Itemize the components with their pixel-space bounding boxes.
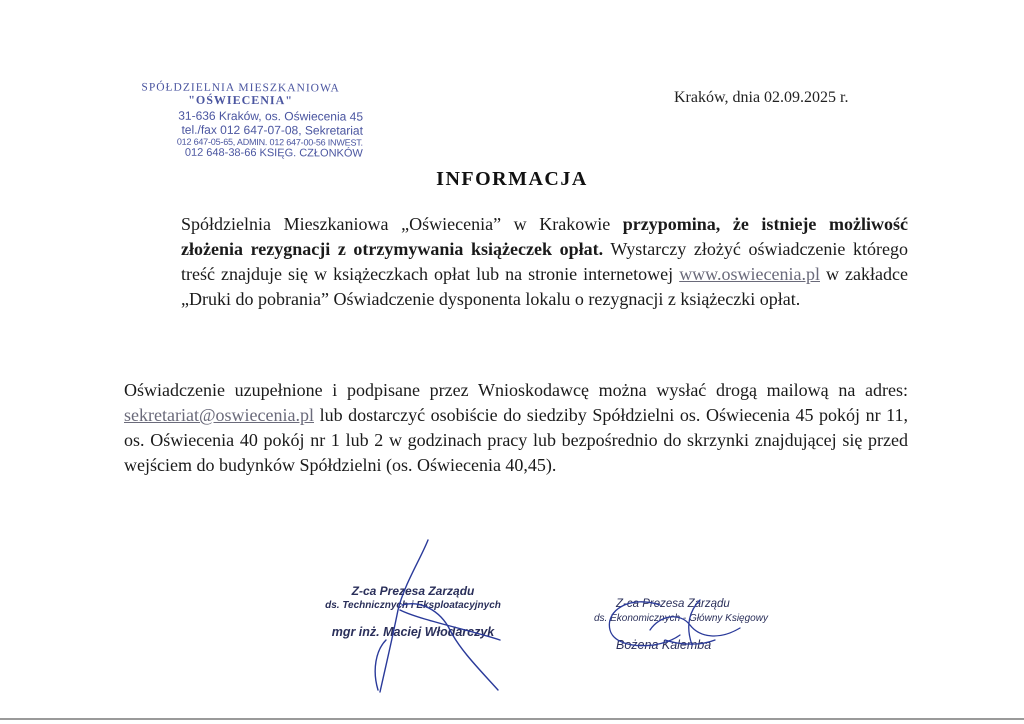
- signature-right-scribble: [609, 600, 740, 646]
- stamp-line-4: tel./fax 012 647-07-08, Sekretariat: [181, 122, 363, 138]
- email-link[interactable]: sekretariat@oswiecenia.pl: [124, 405, 314, 425]
- stamp-line-5: 012 647-05-65, ADMIN. 012 647-00-56 INWEST.: [176, 136, 363, 148]
- stamp-line-6: 012 648-38-66 KSIĘG. CZŁONKÓW: [184, 146, 363, 160]
- signature-left-scribble: [375, 540, 500, 692]
- signature-right-name: Bożena Kalemba: [616, 638, 712, 652]
- paragraph2-part1: Oświadczenie uzupełnione i podpisane przez Wnioskodawcę można wysłać drogą mailową na adres:: [124, 380, 908, 400]
- document-title: INFORMACJA: [436, 168, 588, 190]
- stamp-line-1: SPÓŁDZIELNIA MIESZKANIOWA: [141, 81, 340, 95]
- paragraph1-bold: przypomina, że istnieje możliwość złożenia rezygnacji z otrzymywania książeczek opłat.: [181, 214, 908, 259]
- stamp-line-2: "OŚWIECENIA": [188, 92, 293, 108]
- signature-right-title: Z-ca Prezesa Zarządu: [616, 598, 730, 610]
- signature-left-name: mgr inż. Maciej Włodarczyk: [331, 625, 495, 639]
- page-bottom-border: [0, 718, 1024, 720]
- paragraph2-part2: lub dostarczyć osobiście do siedziby Spółdzielni os. Oświecenia 45 pokój nr 11, os. Oświecenia 40 pokój nr 1 lub 2 w godzinach pracy lub bezpośrednio do skrzynki znajdującej się przed wejściem do budynków Spółdzielni (os. Oświecenia 40,45).: [124, 405, 908, 475]
- signature-right-dept: ds. Ekonomicznych - Główny Księgowy: [594, 613, 768, 624]
- paragraph1-part2: Wystarczy złożyć oświadczenie którego treść znajduje się w książeczkach opłat lub na stronie internetowej: [181, 239, 908, 284]
- signature-left-dept: ds. Technicznych i Eksploatacyjnych: [325, 600, 501, 611]
- stamp-line-3: 31-636 Kraków, os. Oświecenia 45: [178, 108, 364, 124]
- document-date: Kraków, dnia 02.09.2025 r.: [674, 89, 849, 106]
- paragraph1-part3: w zakładce „Druki do pobrania” Oświadczenie dysponenta lokalu o rezygnacji z książeczki opłat.: [181, 264, 909, 309]
- signature-left-title: Z-ca Prezesa Zarządu: [351, 584, 475, 598]
- paragraph1-part1: Spółdzielnia Mieszkaniowa „Oświecenia” w Krakowie: [181, 214, 623, 234]
- website-link[interactable]: www.oswiecenia.pl: [679, 264, 820, 284]
